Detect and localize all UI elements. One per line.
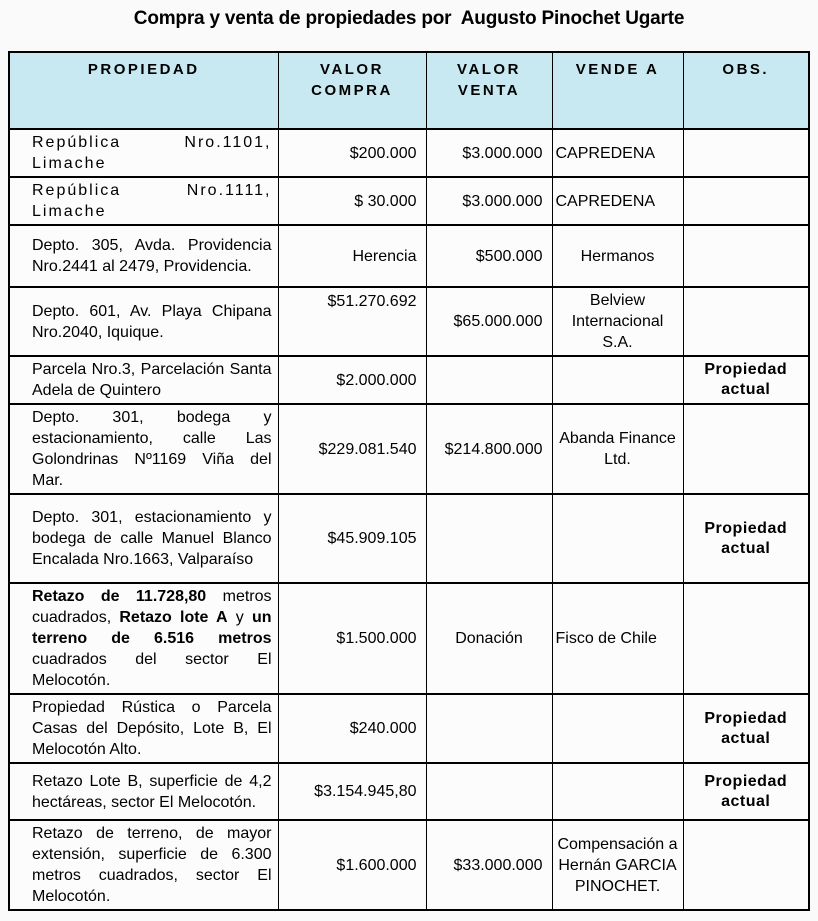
page-title: Compra y venta de propiedades por Augusto Pinochet Ugarte (133, 8, 685, 29)
cell-obs (683, 287, 809, 356)
table-row (9, 287, 809, 356)
table-row (9, 763, 809, 820)
cell-vende-a (552, 494, 683, 583)
table-row (9, 494, 809, 583)
table-row (9, 356, 809, 404)
cell-vende-a: Abanda Finance Ltd. (552, 404, 683, 494)
cell-valor-venta (426, 356, 552, 404)
propiedad-text-segment: Depto. 301, bodega y estacionamiento, calle Las Golondrinas Nº1169 Viña del Mar. (32, 409, 272, 489)
table-row (9, 177, 809, 225)
cell-valor-venta: $3.000.000 (426, 177, 552, 225)
cell-propiedad (9, 694, 278, 763)
cell-vende-a (552, 356, 683, 404)
cell-obs: Propiedad actual (683, 494, 809, 583)
propiedad-text-segment: Retazo de terreno, de mayor extensión, superficie de 6.300 metros cuadrados, sector El Melocotón. (32, 825, 272, 905)
cell-valor-compra: $1.600.000 (278, 820, 426, 910)
cell-valor-venta: Donación (426, 583, 552, 694)
propiedad-text-segment: Parcela Nro.3, Parcelación Santa Adela de Quintero (32, 361, 272, 399)
cell-valor-compra: Herencia (278, 225, 426, 287)
column-header-obs: OBS. (683, 52, 809, 129)
table-row (9, 694, 809, 763)
cell-vende-a: CAPREDENA (552, 129, 683, 177)
table-row (9, 820, 809, 910)
column-header-valor-compra: VALOR COMPRA (278, 52, 426, 129)
cell-vende-a (552, 694, 683, 763)
propiedad-text-segment: Propiedad Rústica o Parcela Casas del Depósito, Lote B, El Melocotón Alto. (32, 699, 272, 758)
cell-valor-compra: $1.500.000 (278, 583, 426, 694)
cell-vende-a: CAPREDENA (552, 177, 683, 225)
cell-propiedad (9, 356, 278, 404)
cell-valor-compra: $229.081.540 (278, 404, 426, 494)
cell-propiedad (9, 820, 278, 910)
cell-valor-venta (426, 763, 552, 820)
cell-obs (683, 129, 809, 177)
table-row (9, 404, 809, 494)
cell-valor-venta: $500.000 (426, 225, 552, 287)
cell-obs (683, 583, 809, 694)
table-row (9, 583, 809, 694)
propiedad-text-segment: República Nro.1111, Limache (32, 182, 272, 220)
cell-obs (683, 820, 809, 910)
column-header-propiedad: PROPIEDAD (9, 52, 278, 129)
column-header-valor-venta: VALOR VENTA (426, 52, 552, 129)
cell-obs: Propiedad actual (683, 763, 809, 820)
propiedad-text-segment: República Nro.1101, Limache (32, 134, 272, 172)
cell-valor-compra: $51.270.692 (278, 287, 426, 356)
cell-valor-venta (426, 494, 552, 583)
cell-valor-compra: $2.000.000 (278, 356, 426, 404)
cell-propiedad (9, 129, 278, 177)
cell-valor-venta: $65.000.000 (426, 287, 552, 356)
cell-valor-compra: $ 30.000 (278, 177, 426, 225)
propiedad-text-segment: Retazo lote A (119, 609, 228, 626)
cell-valor-venta (426, 694, 552, 763)
cell-valor-compra: $240.000 (278, 694, 426, 763)
cell-propiedad (9, 494, 278, 583)
cell-valor-compra: $45.909.105 (278, 494, 426, 583)
cell-valor-venta: $33.000.000 (426, 820, 552, 910)
cell-propiedad (9, 763, 278, 820)
cell-obs: Propiedad actual (683, 694, 809, 763)
cell-propiedad (9, 404, 278, 494)
cell-propiedad (9, 225, 278, 287)
cell-vende-a: Hermanos (552, 225, 683, 287)
propiedad-text-segment: Retazo Lote B, superficie de 4,2 hectáreas, sector El Melocotón. (32, 772, 272, 811)
propiedad-text-segment: un terreno de 6.516 metros (32, 609, 272, 647)
cell-propiedad (9, 177, 278, 225)
cell-vende-a: Belview Internacional S.A. (552, 287, 683, 356)
table-row (9, 129, 809, 177)
cell-obs: Propiedad actual (683, 356, 809, 404)
cell-valor-venta: $3.000.000 (426, 129, 552, 177)
cell-obs (683, 225, 809, 287)
cell-obs (683, 404, 809, 494)
table-row (9, 225, 809, 287)
table-body (9, 129, 809, 910)
cell-valor-compra: $3.154.945,80 (278, 763, 426, 820)
propiedad-text-segment: cuadrados del sector El Melocotón. (32, 651, 272, 689)
header-row (9, 52, 809, 129)
cell-obs (683, 177, 809, 225)
cell-propiedad (9, 583, 278, 694)
cell-valor-venta: $214.800.000 (426, 404, 552, 494)
propiedad-text-segment: y (227, 609, 252, 626)
cell-propiedad (9, 287, 278, 356)
propiedad-text-segment: Depto. 301, estacionamiento y bodega de calle Manuel Blanco Encalada Nro.1663, Valparaíso (32, 509, 272, 568)
propiedad-text-segment: Depto. 305, Avda. Providencia Nro.2441 al 2479, Providencia. (32, 237, 272, 275)
cell-valor-compra: $200.000 (278, 129, 426, 177)
cell-vende-a: Compensación a Hernán GARCIA PINOCHET. (552, 820, 683, 910)
table-header (9, 52, 809, 129)
cell-vende-a (552, 763, 683, 820)
propiedad-text-segment: metros cuadrados, (32, 588, 272, 626)
cell-vende-a: Fisco de Chile (552, 583, 683, 694)
propiedad-text-segment: Depto. 601, Av. Playa Chipana Nro.2040, Iquique. (32, 302, 272, 341)
column-header-vende-a: VENDE A (552, 52, 683, 129)
propiedad-text-segment: Retazo de 11.728,80 (32, 588, 207, 605)
properties-table (8, 51, 810, 911)
